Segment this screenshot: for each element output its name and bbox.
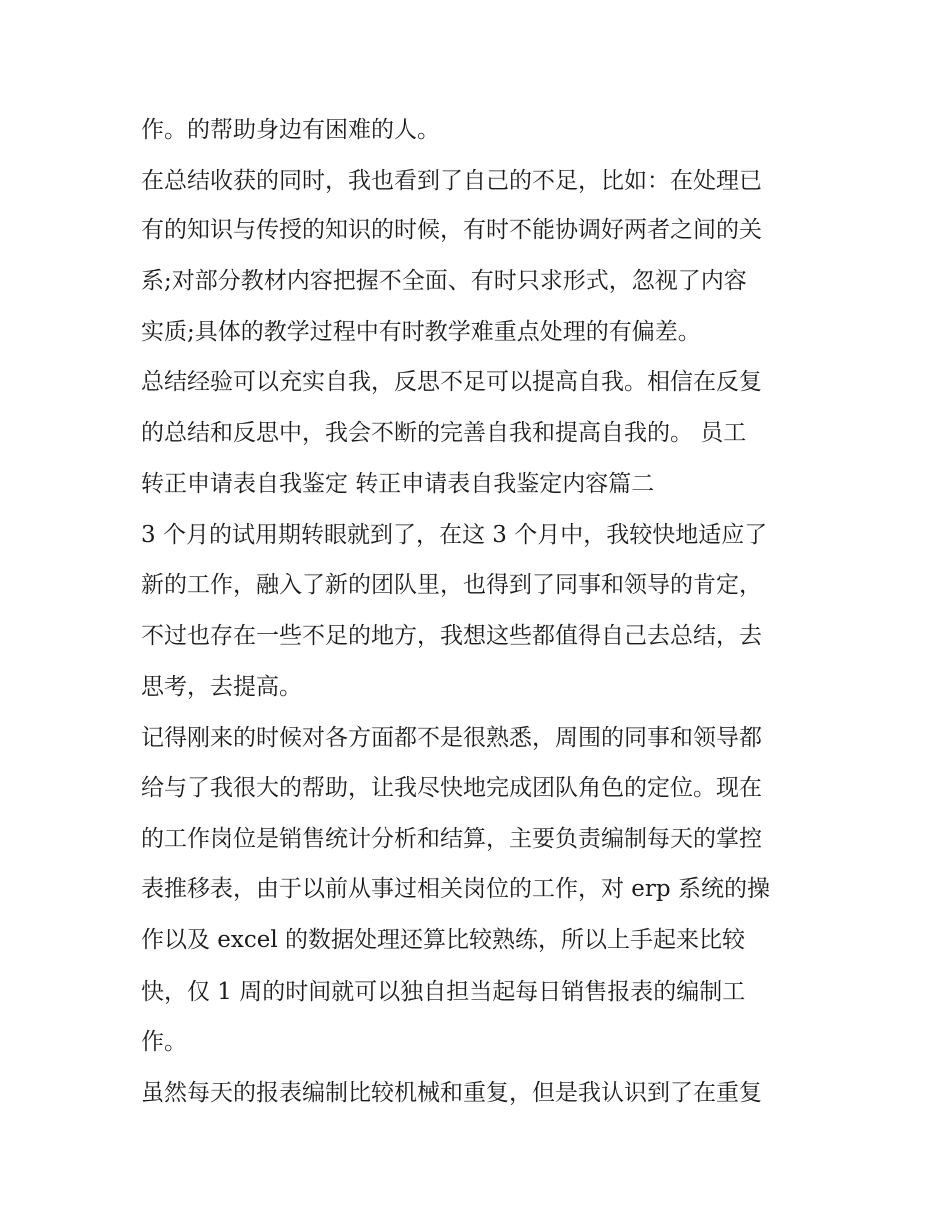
text-line: 3 个月的试用期转眼就到了，在这 3 个月中，我较快地适应了 xyxy=(141,522,768,548)
text-line: 有的知识与传授的知识的时候，有时不能协调好两者之间的关 xyxy=(141,217,762,243)
text-line: 不过也存在一些不足的地方，我想这些都值得自己去总结，去 xyxy=(141,623,762,649)
text-line: 虽然每天的报表编制比较机械和重复，但是我认识到了在重复 xyxy=(141,1080,762,1106)
text-line: 实质;具体的教学过程中有时教学难重点处理的有偏差。 xyxy=(141,319,701,345)
text-line: 作以及 excel 的数据处理还算比较熟练，所以上手起来比较 xyxy=(141,927,746,953)
text-line: 快，仅 1 周的时间就可以独自担当起每日销售报表的编制工 xyxy=(141,979,746,1005)
text-line: 总结经验可以充实自我，反思不足可以提高自我。相信在反复 xyxy=(141,369,762,395)
text-line: 转正申请表自我鉴定 转正申请表自我鉴定内容篇二 xyxy=(141,471,655,497)
text-line: 系;对部分教材内容把握不全面、有时只求形式，忽视了内容 xyxy=(141,268,747,294)
text-line: 表推移表，由于以前从事过相关岗位的工作，对 erp 系统的操 xyxy=(141,876,770,902)
text-line: 在总结收获的同时，我也看到了自己的不足，比如：在处理已 xyxy=(141,168,762,194)
text-line: 作。的帮助身边有困难的人。 xyxy=(141,117,440,143)
text-line: 的工作岗位是销售统计分析和结算，主要负责编制每天的掌控 xyxy=(141,826,762,852)
text-line: 思考，去提高。 xyxy=(141,674,302,700)
text-line: 给与了我很大的帮助，让我尽快地完成团队角色的定位。现在 xyxy=(141,775,762,801)
text-line: 新的工作，融入了新的团队里，也得到了同事和领导的肯定， xyxy=(141,572,762,598)
text-line: 的总结和反思中，我会不断的完善自我和提高自我的。 员工 xyxy=(141,420,747,446)
text-line: 作。 xyxy=(141,1029,187,1055)
text-line: 记得刚来的时候对各方面都不是很熟悉，周围的同事和领导都 xyxy=(141,725,762,751)
